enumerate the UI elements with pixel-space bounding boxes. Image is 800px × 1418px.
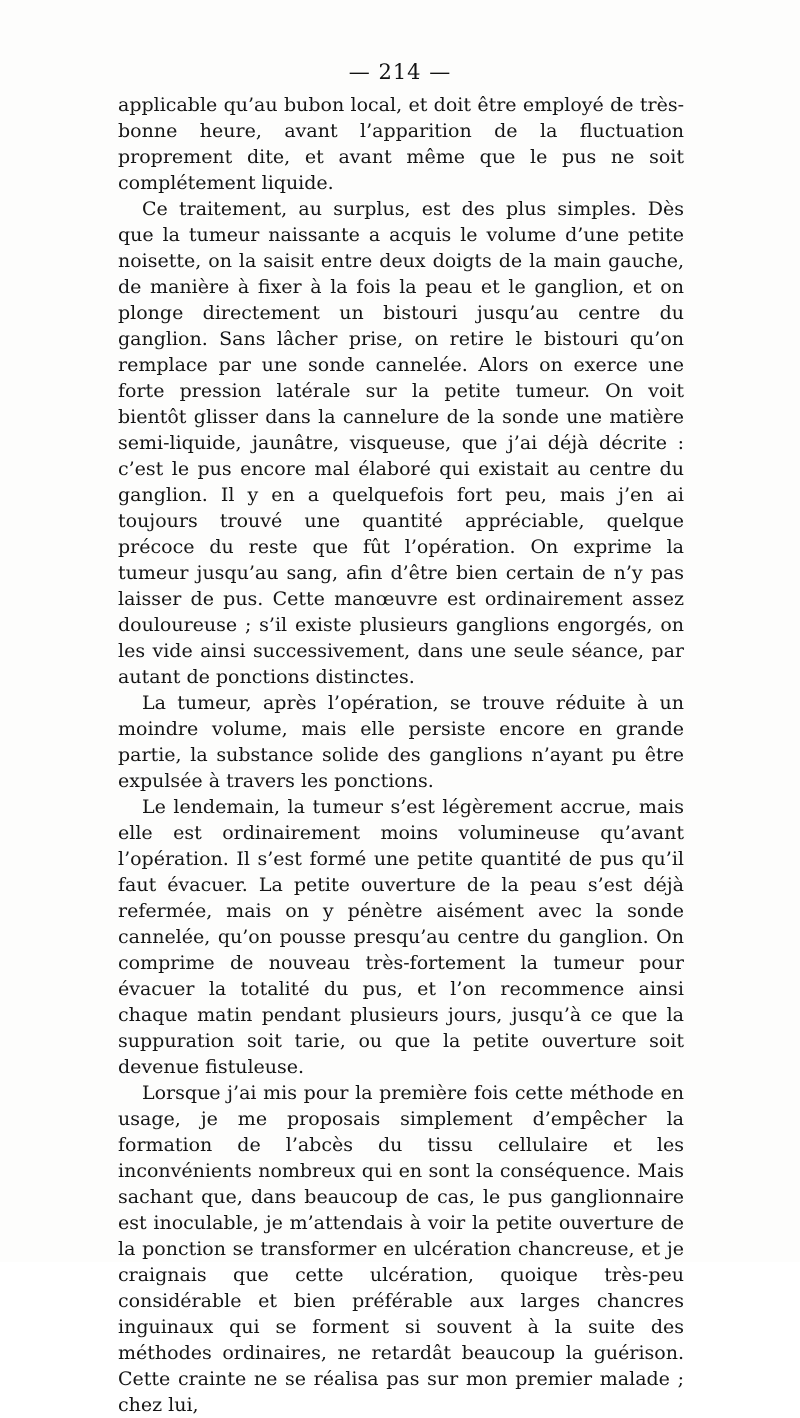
paragraph-continuation: applicable qu’au bubon local, et doit être employé de très-bonne heure, avant l’apparition de la fluctuation proprement dite, et avant même que le pus ne soit complétement liquide. [118, 94, 684, 194]
paragraph-after-operation: La tumeur, après l’opération, se trouve réduite à un moindre volume, mais elle persiste encore en grande partie, la substance solide des ganglions n’ayant pu être expulsée à travers les ponctions. [118, 692, 684, 792]
body-text [118, 92, 684, 1418]
paragraph-next-day: Le lendemain, la tumeur s’est légèrement accrue, mais elle est ordinairement moins volumineuse qu’avant l’opération. Il s’est formé une petite quantité de pus qu’il faut évacuer. La petite ouverture de la peau s’est déjà refermée, mais on y pénètre aisément avec la sonde cannelée, qu’on pousse presqu’au centre du ganglion. On comprime de nouveau très-fortement la tumeur pour évacuer la totalité du pus, et l’on recommence ainsi chaque matin pendant plusieurs jours, jusqu’à ce que la suppuration soit tarie, ou que la petite ouverture soit devenue fistuleuse. [118, 796, 684, 1078]
paragraph-method-history: Lorsque j’ai mis pour la première fois cette méthode en usage, je me proposais simplement d’empêcher la formation de l’abcès du tissu cellulaire et les inconvénients nombreux qui en sont la conséquence. Mais sachant que, dans beaucoup de cas, le pus ganglionnaire est inoculable, je m’attendais à voir la petite ouverture de la ponction se transformer en ulcération chancreuse, et je craignais que cette ulcération, quoique très-peu considérable et bien préférable aux larges chancres inguinaux qui se forment si souvent à la suite des méthodes ordinaires, ne retardât beaucoup la guérison. Cette crainte ne se réalisa pas sur mon premier malade ; chez lui, [118, 1082, 684, 1416]
paragraph-treatment: Ce traitement, au surplus, est des plus simples. Dès que la tumeur naissante a acquis le volume d’une petite noisette, on la saisit entre deux doigts de la main gauche, de manière à fixer à la fois la peau et le ganglion, et on plonge directement un bistouri jusqu’au centre du ganglion. Sans lâcher prise, on retire le bistouri qu’on remplace par une sonde cannelée. Alors on exerce une forte pression latérale sur la petite tumeur. On voit bientôt glisser dans la cannelure de la sonde une matière semi-liquide, jaunâtre, visqueuse, que j’ai déjà décrite : c’est le pus encore mal élaboré qui existait au centre du ganglion. Il y en a quelquefois fort peu, mais j’en ai toujours trouvé une quantité appréciable, quelque précoce du reste que fût l’opération. On exprime la tumeur jusqu’au sang, afin d’être bien certain de n’y pas laisser de pus. Cette manœuvre est ordinairement assez douloureuse ; s’il existe plusieurs ganglions engorgés, on les vide ainsi successivement, dans une seule séance, par autant de ponctions distinctes. [118, 198, 684, 688]
page-number: — 214 — [348, 60, 452, 84]
